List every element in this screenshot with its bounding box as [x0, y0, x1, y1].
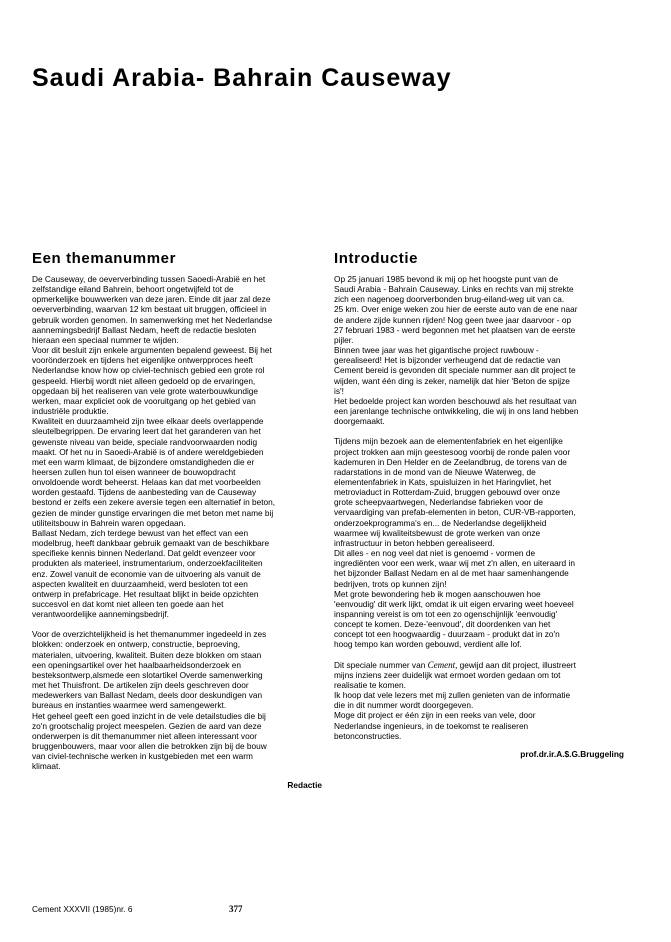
paragraph-gap: [334, 426, 624, 436]
signature-author: prof.dr.ir.A.$.G.Bruggeling: [520, 748, 624, 759]
paragraph: Met grote bewondering heb ik mogen aanschouwen hoe 'eenvoudig' dit werk lijkt, omdat ik uit eigen ervaring weet hoeveel inspanning vereist is om tot een zo ogenschijnlijk 'eenvoudig' concept te komen. Deze-'eenvoud', dit doordenken van het concept tot een hoogwaardig - duurzaam - produkt dat in zo'n hoog tempo kan worden gebouwd, verdient alle lof.: [334, 588, 574, 650]
page-title: Saudi Arabia- Bahrain Causeway: [32, 64, 452, 92]
left-body: [32, 274, 322, 772]
paragraph: Ik hoop dat vele lezers met mij zullen genieten van de informatie die in dit nummer wordt doorgegeven.: [334, 690, 571, 711]
right-column: [334, 250, 624, 759]
section-heading-themanummer: Een themanummer: [32, 250, 177, 267]
paragraph: Op 25 januari 1985 bevond ik mij op het hoogste punt van de Saudi Arabia - Bahrain Causeway. Links en rechts van mij strekte zich een nagenoeg doorverbonden brug-eiland-weg uit van ca. 25 km. Over enige weken zou hier de eerste auto van de ene naar de andere zijde kunnen rijden! Nog geen twee jaar daarvoor - op 27 februari 1983 - werd begonnen met het plaatsen van de eerste pijler.: [334, 274, 578, 345]
paragraph-gap: [32, 619, 322, 629]
paragraph: De Causeway, de oeververbinding tussen Saoedi-Arabië en het zelfstandige eiland Bahrein, behoort ongetwijfeld tot de opmerkelijke bouwwerken van deze jaren. Einde dit jaar zal deze oeververbinding, waarvan 12 km bestaat uit bruggen, officieel in gebruik worden genomen. In samenwerking met het Nederlandse aannemingsbedrijf Ballast Nedam, heeft de redactie besloten hieraan een speciaal nummer te wijden.: [32, 274, 273, 345]
paragraph: Het geheel geeft een goed inzicht in de vele detailstudies die bij zo'n grootschalig project meespelen. Gezien de aard van deze onderwerpen is dit themanummer niet alleen interessant voor bruggenbouwers, maar voor allen die betrokken zijn bij de bouw van civiel-technische werken in kustgebieden met een warm klimaat.: [32, 710, 267, 772]
paragraph: Binnen twee jaar was het gigantische project ruwbouw - gerealiseerd! Het is bijzonder verheugend dat de redactie van Cement bereid is gevonden dit speciale nummer aan dit project te wijden, want één ding is zeker, namelijk dat hier 'Beton de spijze is'!: [334, 345, 576, 396]
journal-name-cement: Cement,: [427, 659, 458, 670]
paragraph: Voor dit besluit zijn enkele argumenten bepalend geweest. Bij het voorönderzoek en tijdens het eigenlijke ontwerpproces heeft Nederlandse know how op civiel-technisch gebied een grote rol gespeeld. Hierbij wordt niet alleen gedoeld op de ervaringen, opgedaan bij het realiseren van vele grote waterbouwkundige werken, maar expliciet ook de vooruitgang op het gebied van industriële produktie.: [32, 345, 272, 417]
paragraph: Voor de overzichtelijkheid is het themanummer ingedeeld in zes blokken: onderzoek en ontwerp, constructie, beproeving, materialen, uitvoering, kwaliteit. Buiten deze blokken om staan een openingsartikel over het haalbaarheidsonderzoek en besteksontwerp,alsmede een slotartikel Overde samenwerking met het Thuisfront. De artikelen zijn deels geschreven door medewerkers van Ballast Nedam, deels door deskundigen van bureaus en instanties waarmee werd samengewerkt.: [32, 629, 267, 711]
paragraph: Dit alles - en nog veel dat niet is genoemd - vormen de ingrediënten voor een werk, waar wij met z'n allen, en uiteraard in het bijzonder Ballast Nedam en al de met haar samenhangende bedrijven, trots op kunnen zijn!: [334, 548, 575, 589]
signature-redactie: Redactie: [287, 779, 322, 790]
page-number: 377: [229, 904, 243, 914]
paragraph: Tijdens mijn bezoek aan de elementenfabriek en het eigenlijke project trokken aan mijn geestesoog voorbij de ronde palen voor kademuren in Den Helder en de Zeelandbrug, de torens van de radarstations in de mond van de Nieuwe Waterweg, de elementenfabriek in Kats, spuisluizen in het Haringvliet, het metroviaduct in Rotterdam-Zuid, bruggen gebouwd over onze grote scheepvaartwegen, Nederlandse fabrieken voor de vervaardiging van prefab-elementen in beton, CUR-VB-rapporten, onderzoekprogramma's en... de Nederlandse degelijkheid waarmee wij kwaliteitsbewust de grote werken van onze infrastructuur in beton hebben gerealiseerd.: [334, 436, 576, 548]
right-body: [334, 274, 624, 741]
left-column: [32, 250, 322, 790]
paragraph: Moge dit project er één zijn in een reeks van vele, door Nederlandse ingenieurs, in de toekomst te realiseren betonconstructies.: [334, 710, 536, 741]
paragraph-gap: [334, 650, 624, 660]
paragraph: Het bedoelde project kan worden beschouwd als het resultaat van een jarenlange technische ontwikkeling, die wij in ons land hebben doorgemaakt.: [334, 395, 579, 427]
section-heading-introductie: Introductie: [334, 250, 419, 267]
paragraph-cement: [334, 660, 624, 690]
paragraph-text: gewijd aan dit project, illustreert mijns inziens zeer duidelijk wat ermoet worden gedaan om tot realisatie te komen.: [334, 659, 576, 690]
paragraph-text: Dit speciale nummer van: [334, 659, 428, 670]
footer-journal: Cement XXXVII (1985)nr. 6: [32, 904, 133, 914]
paragraph: Ballast Nedam, zich terdege bewust van het effect van een modelbrug, heeft dankbaar gebruik gemaakt van de beschikbare specifieke kennis binnen Nederland. Dat geldt evenzeer voor produkten als materieel, instrumentarium, onderzoekfaciliteiten enz. Zowel vanuit de economie van de uitvoering als vanuit de aspecten kwaliteit en duurzaamheid, werd besloten tot een ontwerp in prefabricage. Het resultaat blijkt in beide opzichten succesvol en dat komt niet alleen ten goede aan het verantwoordelijke aannemingsbedrijf.: [32, 527, 270, 620]
paragraph: Kwaliteit en duurzaamheid zijn twee elkaar deels overlappende sleutelbegrippen. De ervaring leert dat het garanderen van het gewenste niveau van beide, speciale randvoorwaarden nodig maakt. Of het nu in Saoedi-Arabië is of andere wereldgebieden met een warm klimaat, de bijzondere omstandigheden die er heersen zullen hun tol eisen wanneer de bouwopdracht onvoldoende wordt beheerst. Helaas kan dat met voorbeelden worden gestaafd. Tijdens de aanbesteding van de Causeway bestond er zelfs een zekere aversie tegen een alternatief in beton, gezien de minder gunstige ervaringen die met beton met name bij utiliteitsbouw in Bahrein waren opgedaan.: [32, 416, 276, 528]
